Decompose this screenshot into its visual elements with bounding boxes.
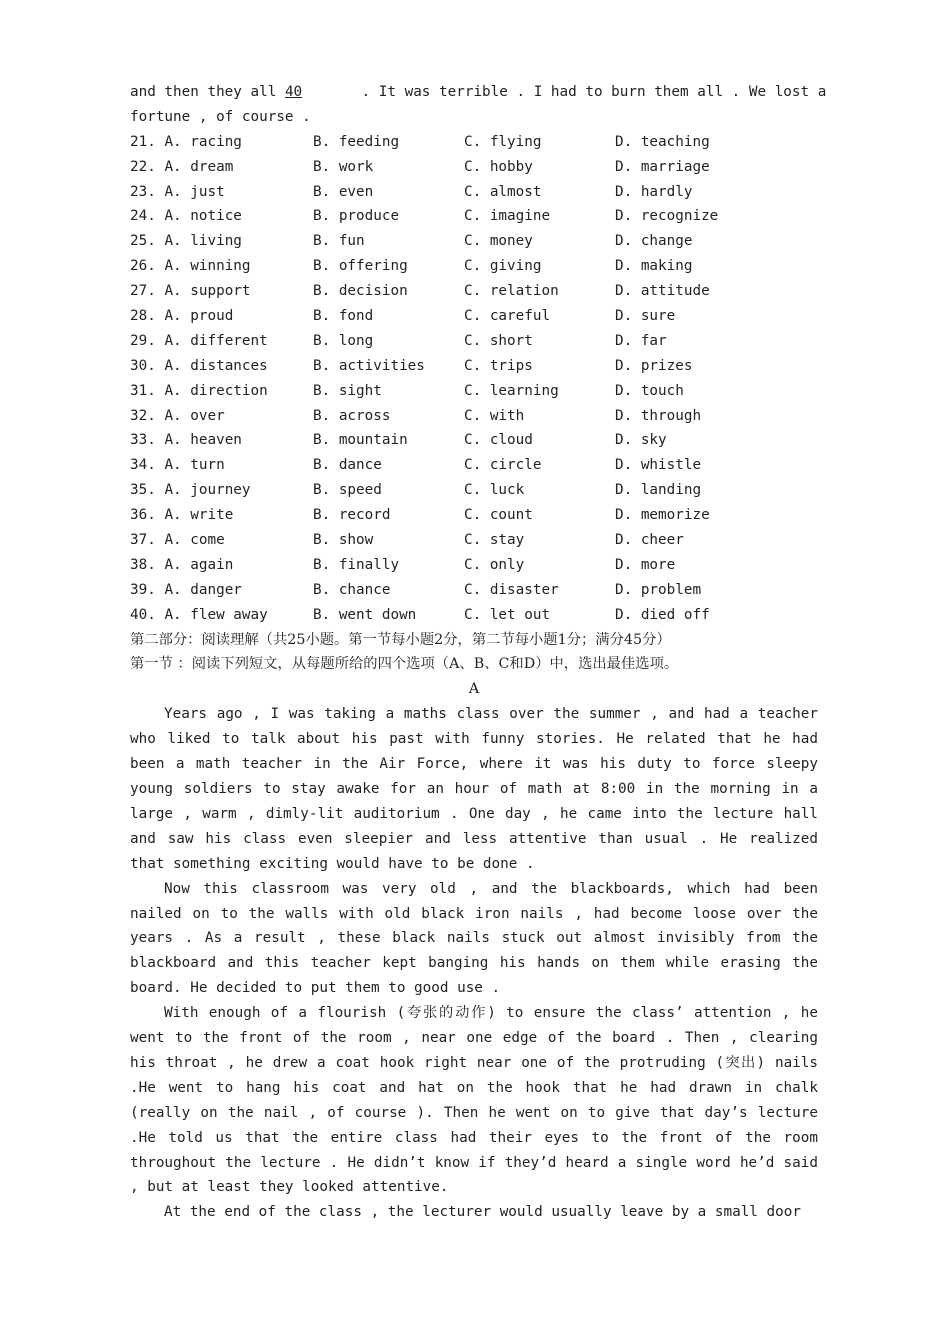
option-b: B. decision bbox=[313, 283, 408, 300]
question-row bbox=[130, 379, 818, 404]
question-number: 34. bbox=[130, 457, 156, 474]
option-a bbox=[130, 130, 313, 155]
passage-paragraph-2: Now this classroom was very old , and the blackboards, which had been nailed on to the walls with old black iron nails , had become loose over the years . As a result , these black nails stuck out almost invisibly from the blackboard and this teacher kept banging his hands on them while erasing the board. He decided to put them to good use . bbox=[130, 880, 818, 997]
question-row bbox=[130, 304, 818, 329]
option-a-text: A. support bbox=[164, 283, 251, 300]
option-a bbox=[130, 304, 313, 329]
option-a-text: A. write bbox=[164, 507, 234, 524]
option-d: D. making bbox=[615, 258, 693, 275]
option-a-text: A. direction bbox=[164, 382, 268, 399]
option-d: D. touch bbox=[615, 382, 684, 399]
option-c: C. cloud bbox=[464, 432, 533, 449]
question-number: 35. bbox=[130, 482, 156, 499]
option-c: C. hobby bbox=[464, 158, 533, 175]
question-row bbox=[130, 180, 818, 205]
option-a-text: A. come bbox=[164, 532, 225, 549]
blank-40: 40 bbox=[284, 84, 303, 100]
option-a-text: A. again bbox=[164, 556, 234, 573]
option-d: D. whistle bbox=[615, 457, 702, 474]
question-row bbox=[130, 478, 818, 503]
intro-line-2: fortune , of course . bbox=[130, 108, 311, 125]
option-b: B. offering bbox=[313, 258, 408, 275]
option-d: D. cheer bbox=[615, 532, 684, 549]
option-a bbox=[130, 503, 313, 528]
option-d: D. problem bbox=[615, 581, 702, 598]
part2-section1-instruction: 第一节 ：阅读下列短文，从每题所给的四个选项（A、B、C和D）中，选出最佳选项。 bbox=[130, 656, 679, 673]
question-number: 38. bbox=[130, 556, 156, 573]
option-d: D. hardly bbox=[615, 183, 693, 200]
option-c: C. count bbox=[464, 507, 533, 524]
option-d: D. memorize bbox=[615, 507, 710, 524]
question-row bbox=[130, 578, 818, 603]
option-d: D. change bbox=[615, 233, 693, 250]
option-c: C. imagine bbox=[464, 208, 551, 225]
option-c: C. money bbox=[464, 233, 533, 250]
option-c: C. circle bbox=[464, 457, 542, 474]
option-a bbox=[130, 578, 313, 603]
question-row bbox=[130, 229, 818, 254]
option-c: C. disaster bbox=[464, 581, 559, 598]
option-a bbox=[130, 155, 313, 180]
option-d: D. far bbox=[615, 332, 667, 349]
question-number: 23. bbox=[130, 183, 156, 200]
question-row bbox=[130, 130, 818, 155]
option-d: D. more bbox=[615, 556, 676, 573]
option-a-text: A. different bbox=[164, 332, 268, 349]
question-row bbox=[130, 329, 818, 354]
option-a bbox=[130, 553, 313, 578]
question-number: 39. bbox=[130, 581, 156, 598]
option-c: C. stay bbox=[464, 532, 525, 549]
question-number: 25. bbox=[130, 233, 156, 250]
option-b: B. work bbox=[313, 158, 374, 175]
option-c: C. relation bbox=[464, 283, 559, 300]
passage-paragraph-4: At the end of the class , the lecturer would usually leave by a small door bbox=[164, 1204, 801, 1221]
option-d: D. sure bbox=[615, 308, 676, 325]
option-b: B. feeding bbox=[313, 133, 400, 150]
option-b: B. long bbox=[313, 332, 374, 349]
option-a-text: A. heaven bbox=[164, 432, 242, 449]
option-b: B. even bbox=[313, 183, 374, 200]
option-a bbox=[130, 229, 313, 254]
option-c: C. let out bbox=[464, 606, 551, 623]
option-c: C. learning bbox=[464, 382, 559, 399]
exam-page bbox=[130, 80, 827, 1225]
question-number: 21. bbox=[130, 133, 156, 150]
question-row bbox=[130, 553, 818, 578]
question-row bbox=[130, 254, 818, 279]
option-c: C. short bbox=[464, 332, 533, 349]
option-a bbox=[130, 453, 313, 478]
question-row bbox=[130, 428, 818, 453]
option-a bbox=[130, 603, 313, 628]
option-b: B. fun bbox=[313, 233, 365, 250]
question-number: 28. bbox=[130, 308, 156, 325]
option-b: B. mountain bbox=[313, 432, 408, 449]
option-a bbox=[130, 379, 313, 404]
option-b: B. chance bbox=[313, 581, 391, 598]
option-c: C. flying bbox=[464, 133, 542, 150]
option-a bbox=[130, 180, 313, 205]
option-a-text: A. notice bbox=[164, 208, 242, 225]
option-a-text: A. dream bbox=[164, 158, 234, 175]
option-c: C. giving bbox=[464, 258, 542, 275]
option-a-text: A. danger bbox=[164, 581, 242, 598]
option-a bbox=[130, 329, 313, 354]
option-c: C. almost bbox=[464, 183, 542, 200]
option-d: D. attitude bbox=[615, 283, 710, 300]
question-row bbox=[130, 404, 818, 429]
question-row bbox=[130, 279, 818, 304]
intro-text: and then they all bbox=[130, 84, 285, 100]
option-c: C. luck bbox=[464, 482, 525, 499]
option-a-text: A. distances bbox=[164, 357, 268, 374]
question-number: 31. bbox=[130, 382, 156, 399]
question-row bbox=[130, 453, 818, 478]
option-a bbox=[130, 204, 313, 229]
option-a-text: A. turn bbox=[164, 457, 225, 474]
option-a-text: A. flew away bbox=[164, 606, 268, 623]
option-a bbox=[130, 354, 313, 379]
option-a-text: A. over bbox=[164, 407, 225, 424]
option-b: B. show bbox=[313, 532, 374, 549]
option-d: D. died off bbox=[615, 606, 710, 623]
question-row bbox=[130, 603, 818, 628]
option-a-text: A. proud bbox=[164, 308, 234, 325]
option-b: B. sight bbox=[313, 382, 382, 399]
option-a-text: A. winning bbox=[164, 258, 251, 275]
question-number: 30. bbox=[130, 357, 156, 374]
option-d: D. marriage bbox=[615, 158, 710, 175]
option-d: D. landing bbox=[615, 482, 702, 499]
option-b: B. fond bbox=[313, 308, 374, 325]
option-a bbox=[130, 404, 313, 429]
option-b: B. activities bbox=[313, 357, 425, 374]
option-a-text: A. living bbox=[164, 233, 242, 250]
question-row bbox=[130, 528, 818, 553]
question-number: 24. bbox=[130, 208, 156, 225]
option-a bbox=[130, 279, 313, 304]
question-list bbox=[130, 130, 818, 628]
option-a bbox=[130, 254, 313, 279]
option-a-text: A. journey bbox=[164, 482, 251, 499]
passage-paragraph-3: With enough of a flourish (夸张的动作) to ensure the class’ attention , he went to the front of the room , near one edge of the board . Then , clearing his throat , he drew a coat hook right near one of the protruding (突出) nails .He went to hang his coat and hat on the hook that he had drawn in chalk (really on the nail , of course ). Then he went on to give that day’s lecture .He told us that the entire class had their eyes to the front of the room throughout the lecture . He didn’t know if they’d heard a single word he’d said , but at least they looked attentive. bbox=[130, 1005, 818, 1196]
intro-line-1 bbox=[130, 80, 827, 105]
question-number: 32. bbox=[130, 407, 156, 424]
option-c: C. only bbox=[464, 556, 525, 573]
option-c: C. with bbox=[464, 407, 525, 424]
option-d: D. recognize bbox=[615, 208, 719, 225]
option-b: B. dance bbox=[313, 457, 382, 474]
passage-letter: A bbox=[468, 681, 480, 698]
option-b: B. speed bbox=[313, 482, 382, 499]
question-number: 40. bbox=[130, 606, 156, 623]
part2-heading: 第二部分：阅读理解（共25小题。第一节每小题2分，第二节每小题1分；满分45分） bbox=[130, 631, 671, 648]
option-a-text: A. just bbox=[164, 183, 225, 200]
question-row bbox=[130, 155, 818, 180]
option-b: B. finally bbox=[313, 556, 400, 573]
question-number: 37. bbox=[130, 532, 156, 549]
question-row bbox=[130, 354, 818, 379]
question-row bbox=[130, 204, 818, 229]
option-d: D. prizes bbox=[615, 357, 693, 374]
option-b: B. across bbox=[313, 407, 391, 424]
option-d: D. teaching bbox=[615, 133, 710, 150]
option-c: C. trips bbox=[464, 357, 533, 374]
question-number: 26. bbox=[130, 258, 156, 275]
question-number: 29. bbox=[130, 332, 156, 349]
question-number: 36. bbox=[130, 507, 156, 524]
option-a-text: A. racing bbox=[164, 133, 242, 150]
passage-paragraph-1: Years ago , I was taking a maths class over the summer , and had a teacher who liked to talk about his past with funny stories. He related that he had been a math teacher in the Air Force, where it was his duty to force sleepy young soldiers to stay awake for an hour of math at 8:00 in the morning in a large , warm , dimly-lit auditorium . One day , he came into the lecture hall and saw his class even sleepier and less attentive than usual . He realized that something exciting would have to be done . bbox=[130, 706, 818, 872]
intro-text-suffix: . It was terrible . I had to burn them all . We lost a bbox=[352, 84, 827, 100]
option-a bbox=[130, 428, 313, 453]
question-number: 33. bbox=[130, 432, 156, 449]
option-b: B. produce bbox=[313, 208, 400, 225]
option-d: D. through bbox=[615, 407, 702, 424]
question-number: 22. bbox=[130, 158, 156, 175]
option-b: B. went down bbox=[313, 606, 417, 623]
question-row bbox=[130, 503, 818, 528]
option-b: B. record bbox=[313, 507, 391, 524]
question-number: 27. bbox=[130, 283, 156, 300]
option-d: D. sky bbox=[615, 432, 667, 449]
option-c: C. careful bbox=[464, 308, 551, 325]
option-a bbox=[130, 478, 313, 503]
option-a bbox=[130, 528, 313, 553]
